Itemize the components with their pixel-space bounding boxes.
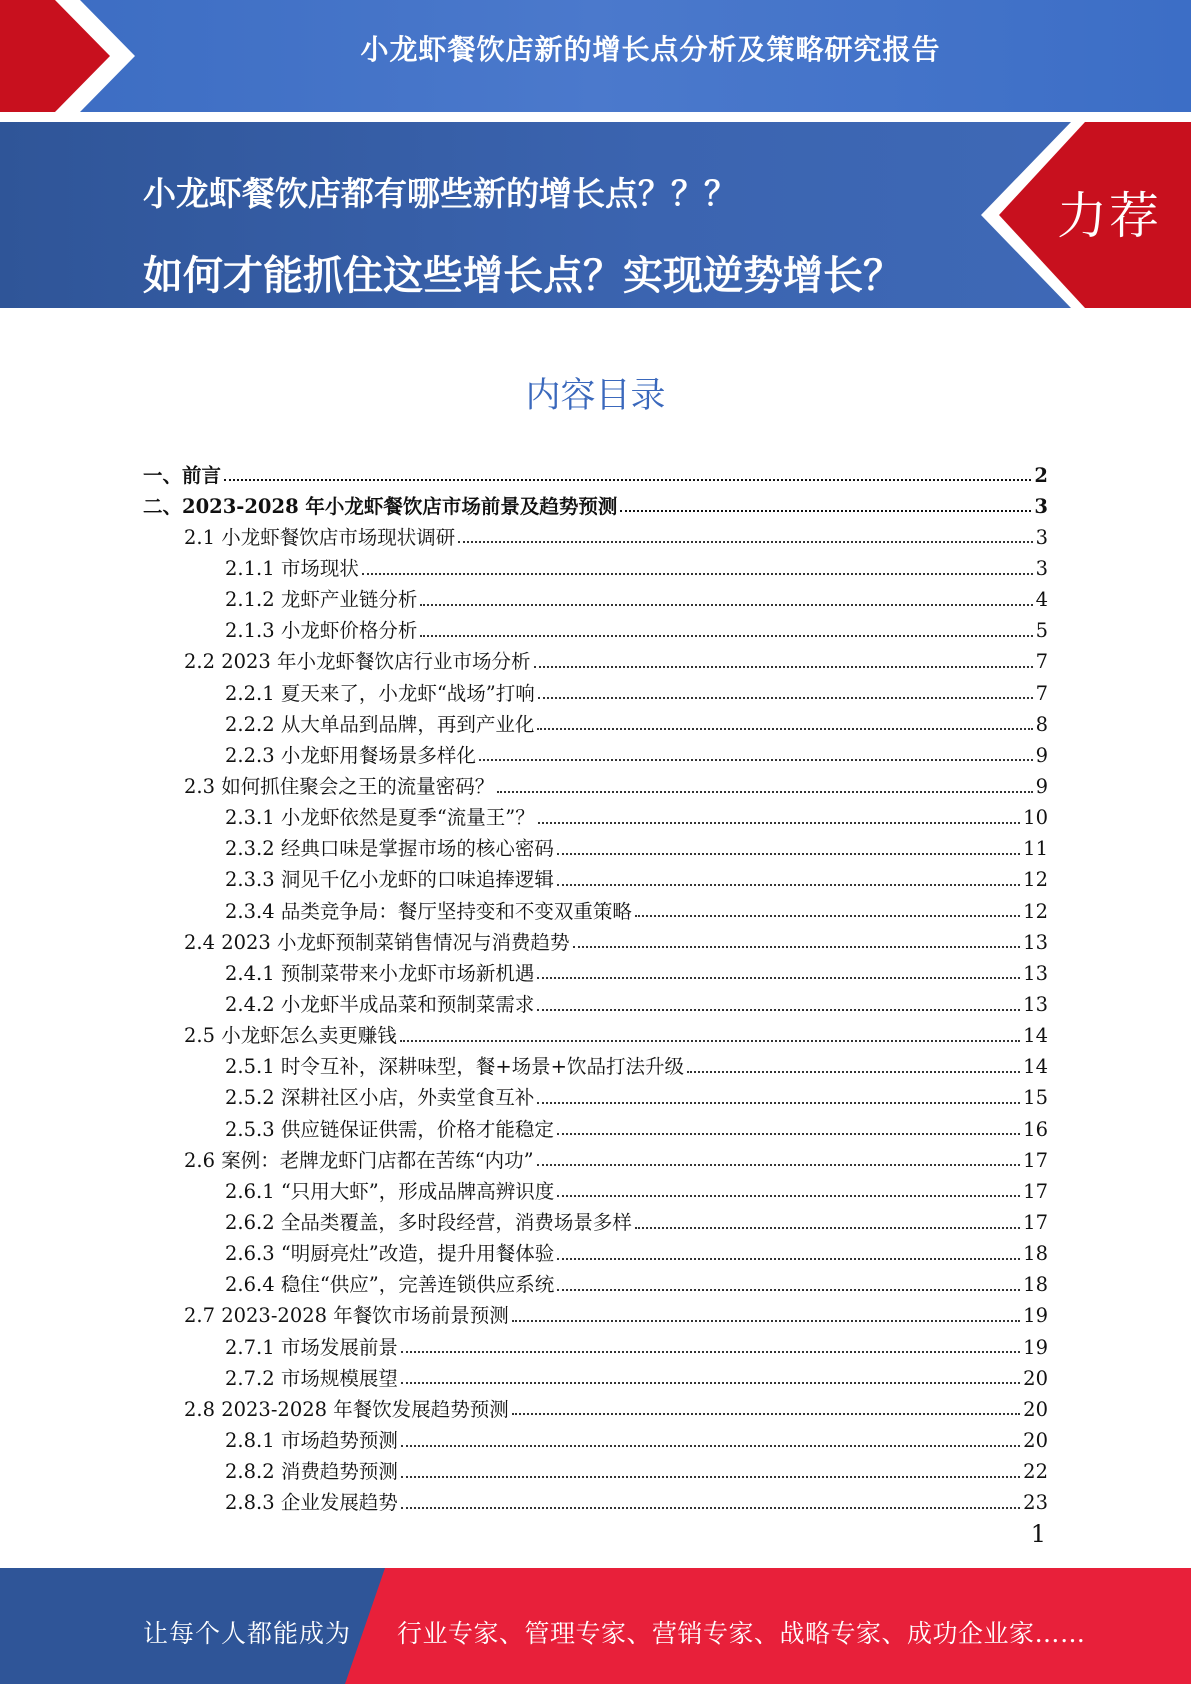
page-number: 1	[1030, 1520, 1046, 1548]
promo-banner	[0, 122, 1191, 308]
table-of-contents	[143, 454, 1048, 1513]
toc-entry[interactable]: 2.1.2 龙虾产业链分析 4	[225, 588, 1048, 612]
toc-entry[interactable]: 2.6.2 全品类覆盖，多时段经营，消费场景多样 17	[225, 1211, 1048, 1235]
banner-headline: 如何才能抓住这些增长点？实现逆势增长？	[143, 253, 903, 299]
toc-entry[interactable]: 2.3.1 小龙虾依然是夏季“流量王”？ 10	[225, 806, 1048, 830]
toc-entry[interactable]: 2.8.3 企业发展趋势 23	[225, 1491, 1048, 1515]
toc-entry[interactable]: 2.1.3 小龙虾价格分析 5	[225, 619, 1048, 643]
toc-entry[interactable]: 2.3 如何抓住聚会之王的流量密码？ 9	[184, 775, 1048, 799]
toc-entry[interactable]: 2.6.1 “只用大虾”，形成品牌高辨识度 17	[225, 1179, 1048, 1203]
toc-entry[interactable]: 2.8 2023-2028 年餐饮发展趋势预测 20	[184, 1397, 1048, 1421]
toc-entry[interactable]: 2.8.1 市场趋势预测 20	[225, 1429, 1048, 1452]
toc-heading: 内容目录	[525, 376, 666, 416]
report-header-bar	[0, 0, 1191, 112]
toc-entry[interactable]: 2.8.2 消费趋势预测 22	[225, 1460, 1048, 1484]
toc-entry[interactable]: 2.6.3 “明厨亮灶”改造，提升用餐体验 18	[225, 1242, 1048, 1266]
toc-entry[interactable]: 2.6 案例：老牌龙虾门店都在苦练“内功” 17	[184, 1148, 1048, 1172]
report-title: 小龙虾餐饮店新的增长点分析及策略研究报告	[360, 33, 941, 66]
toc-entry[interactable]: 二、2023-2028 年小龙虾餐饮店市场前景及趋势预测 3	[143, 494, 1048, 518]
toc-entry[interactable]: 2.7.1 市场发展前景 19	[225, 1335, 1048, 1359]
toc-entry[interactable]: 2.2.1 夏天来了，小龙虾“战场”打响 7	[225, 681, 1048, 705]
toc-entry[interactable]: 2.1 小龙虾餐饮店市场现状调研 3	[184, 525, 1048, 549]
toc-entry[interactable]: 2.2 2023 年小龙虾餐饮店行业市场分析 7	[184, 650, 1048, 674]
toc-entry[interactable]: 一、前言 2	[143, 463, 1048, 487]
toc-entry[interactable]: 2.7.2 市场规模展望 20	[225, 1366, 1048, 1390]
recommend-badge: 力荐	[1057, 187, 1161, 245]
footer-banner	[0, 1568, 1191, 1684]
toc-entry[interactable]: 2.7 2023-2028 年餐饮市场前景预测 19	[184, 1304, 1048, 1328]
toc-entry[interactable]: 2.5 小龙虾怎么卖更赚钱 14	[184, 1024, 1048, 1048]
toc-entry[interactable]: 2.4 2023 小龙虾预制菜销售情况与消费趋势 13	[184, 930, 1048, 954]
toc-entry[interactable]: 2.5.3 供应链保证供需，价格才能稳定 16	[225, 1117, 1048, 1141]
toc-entry[interactable]: 2.1.1 市场现状 3	[225, 557, 1048, 581]
toc-entry[interactable]: 2.3.2 经典口味是掌握市场的核心密码 11	[225, 837, 1048, 861]
footer-slogan-lead: 让每个人都能成为	[143, 1619, 352, 1648]
toc-entry[interactable]: 2.3.4 品类竞争局：餐厅坚持变和不变双重策略 12	[225, 899, 1048, 923]
toc-entry[interactable]: 2.4.1 预制菜带来小龙虾市场新机遇 13	[225, 961, 1048, 985]
toc-entry[interactable]: 2.4.2 小龙虾半成品菜和预制菜需求 13	[225, 993, 1048, 1017]
toc-entry[interactable]: 2.6.4 稳住“供应”，完善连锁供应系统 18	[225, 1273, 1048, 1297]
banner-question: 小龙虾餐饮店都有哪些新的增长点？？？	[143, 174, 737, 213]
toc-entry[interactable]: 2.5.1 时令互补，深耕味型，餐+场景+饮品打法升级 14	[225, 1055, 1048, 1079]
toc-entry[interactable]: 2.3.3 洞见千亿小龙虾的口味追捧逻辑 12	[225, 868, 1048, 892]
toc-entry[interactable]: 2.2.2 从大单品到品牌，再到产业化 8	[225, 712, 1048, 736]
toc-entry[interactable]: 2.5.2 深耕社区小店，外卖堂食互补 15	[225, 1086, 1048, 1110]
footer-slogan-roles: 行业专家、管理专家、营销专家、战略专家、成功企业家……	[397, 1619, 1086, 1648]
toc-entry[interactable]: 2.2.3 小龙虾用餐场景多样化 9	[225, 743, 1048, 767]
chevron-arrow-icon	[0, 0, 160, 112]
